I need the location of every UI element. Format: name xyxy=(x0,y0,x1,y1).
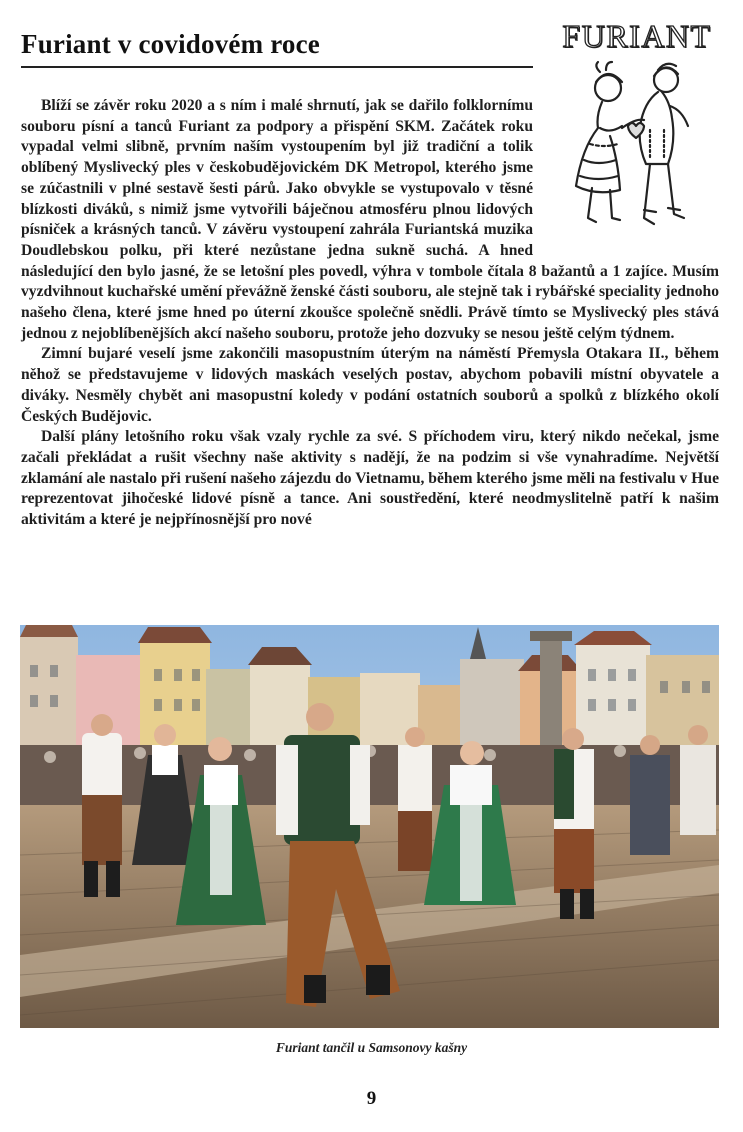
article-paragraph: Zimní bujaré veselí jsme zakončili masopustním úterým na náměstí Přemysla Otakara II., během něhož se představujeme v lidových maskách veselých postav, abychom pobavili místní obyvatele a diváky. Nesměly chybět ani masopustní koledy v podání ostatních souborů a spolků z blízkého okolí Českých Budějovic. xyxy=(21,345,719,425)
article-paragraph: Další plány letošního roku však vzaly rychle za své. S příchodem viru, který nikdo nečekal, jsme začali překládat a rušit všechny naše aktivity s nadějí, že na podzim si vše vynahradíme. Největší zklamání ale nastalo při rušení našeho zájezdu do Vietnamu, během kterého jsme měli na festivalu v Hue reprezentovat jihočeské lidové písně a tance. Ani soustředění, které neodmyslitelně patří k našim aktivitám a které je nejpřínosnější pro nové xyxy=(21,428,719,529)
article-title: Furiant v covidovém roce xyxy=(21,29,320,59)
logo-wordmark: FURIANT xyxy=(562,18,712,54)
page-number: 9 xyxy=(366,1088,377,1109)
town-square-scene xyxy=(20,625,719,1028)
article-paragraph: Blíží se závěr roku 2020 a s ním i malé shrnutí, jak se dařilo folklornímu souboru písní a tanců Furiant za podpory a přispění SKM. Začátek roku vypadal velmi slibně, prvním naším vystoupením byl již tradiční a tolik oblíbený Myslivecký ples v českobudějovickém DK Metropol, kterého jsme se zúčastnili v plné sestavě šesti párů. Jako obvykle se vystupovalo v těsné blízkosti diváků, s nimiž jsme vytvořili báječnou atmosféru plnou lidových písniček a krásných tanců. V závěru vystoupení zahrála Furiantská muzika Doudlebskou polku, při které nezůstane jedna sukně suchá. A hned následující den bylo jasné, že se letošní ples povedl, výhra v tombole čítala 8 bažantů a 1 zajíce. Musím vyzdvihnout kuchařské umění převážně ženské části souboru, ale stejně tak i rybářské speciality jednoho našeho člena, které jsme hned po úterní zkoušce společně snědli. Právě tímto se Myslivecký ples stává jednou z nejoblíbenějších akcí našeho souboru, protože jeho dozvuky se nesou ještě celým týdnem. xyxy=(21,97,719,342)
logo-text-wrap-spacer xyxy=(533,96,719,248)
photo-caption: Furiant tančil u Samsonovy kašny xyxy=(275,1040,468,1055)
article-body xyxy=(21,96,719,531)
folk-dance-photo xyxy=(20,625,719,1028)
article-heading xyxy=(21,24,533,68)
